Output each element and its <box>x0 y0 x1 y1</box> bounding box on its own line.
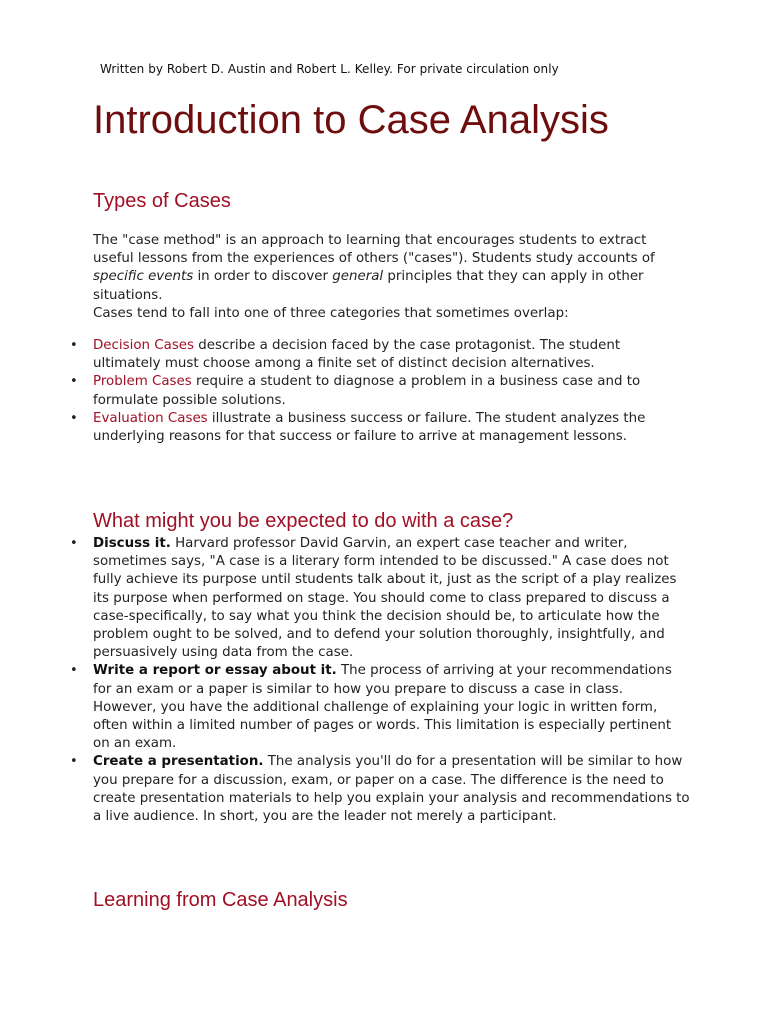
expected-tasks-list <box>70 535 690 826</box>
section-heading-learning: Learning from Case Analysis <box>93 889 348 911</box>
list-item-text: Harvard professor David Garvin, an expert case teacher and writer, sometimes says, "A case is a literary form intended to be discussed." A case does not fully achieve its purpose until students talk about it, just as the script of a play realizes its purpose when performed on stage. You should come to class prepared to discuss a case-specifically, to say what you think the decision should be, to articulate how the problem ought to be solved, and to defend your solution thoroughly, insightfully, and persuasively using data from the case. <box>93 536 677 661</box>
list-item-text: describe a decision faced by the case protagonist. The student ultimately must choose among a finite set of distinct decision alternatives. <box>93 338 621 372</box>
bullet-icon: • <box>70 663 78 679</box>
list-item-text: The process of arriving at your recommendations for an exam or a paper is similar to how you prepare to discuss a case in class. However, you have the additional challenge of explaining your logic in written form, often within a limited number of pages or words. This limitation is especially pertinent on an exam. <box>93 663 672 752</box>
intro-text-b: in order to discover <box>193 269 333 285</box>
intro-emphasis-specific-events: specific events <box>93 269 194 285</box>
list-item-text: The analysis you'll do for a presentation will be similar to how you prepare for a discussion, exam, or paper on a case. The difference is the need to create presentation materials to help you explain your analysis and recommendations to a live audience. In short, you are the leader not merely a participant. <box>93 754 690 825</box>
section-heading-types-of-cases: Types of Cases <box>93 190 231 212</box>
intro-paragraph <box>93 232 683 323</box>
bullet-icon: • <box>70 410 78 426</box>
header-note: Written by Robert D. Austin and Robert L. Kelley. For private circulation only <box>100 62 559 76</box>
bullet-icon: • <box>70 536 78 551</box>
list-item <box>70 753 690 826</box>
bullet-icon: • <box>70 374 78 390</box>
section-heading-expected-to-do: What might you be expected to do with a case? <box>93 510 514 532</box>
list-item <box>70 662 690 753</box>
list-item <box>70 535 690 662</box>
intro-line-2: Cases tend to fall into one of three categories that sometimes overlap: <box>93 305 569 321</box>
list-item-text: require a student to diagnose a problem in a business case and to formulate possible solutions. <box>93 374 641 408</box>
case-types-list <box>70 337 690 446</box>
list-item <box>70 373 690 409</box>
list-item-term: Create a presentation. <box>93 754 264 770</box>
list-item-term: Write a report or essay about it. <box>93 663 337 679</box>
list-item-term: Discuss it. <box>93 536 171 551</box>
page-title: Introduction to Case Analysis <box>93 98 609 142</box>
list-item-term: Evaluation Cases <box>93 410 208 426</box>
list-item <box>70 337 690 373</box>
intro-emphasis-general: general <box>332 269 384 285</box>
intro-text-c: principles that they can apply in other situations. <box>93 269 644 303</box>
bullet-icon: • <box>70 338 78 353</box>
list-item-text: illustrate a business success or failure. The student analyzes the underlying reasons for that success or failure to arrive at management lessons. <box>93 410 646 445</box>
list-item-term: Problem Cases <box>93 374 192 390</box>
intro-text-a: The "case method" is an approach to learning that encourages students to extract useful lessons from the experiences of others ("cases"). Students study accounts of <box>93 233 655 267</box>
bullet-icon: • <box>70 754 78 770</box>
list-item <box>70 410 690 446</box>
list-item-term: Decision Cases <box>93 338 195 353</box>
